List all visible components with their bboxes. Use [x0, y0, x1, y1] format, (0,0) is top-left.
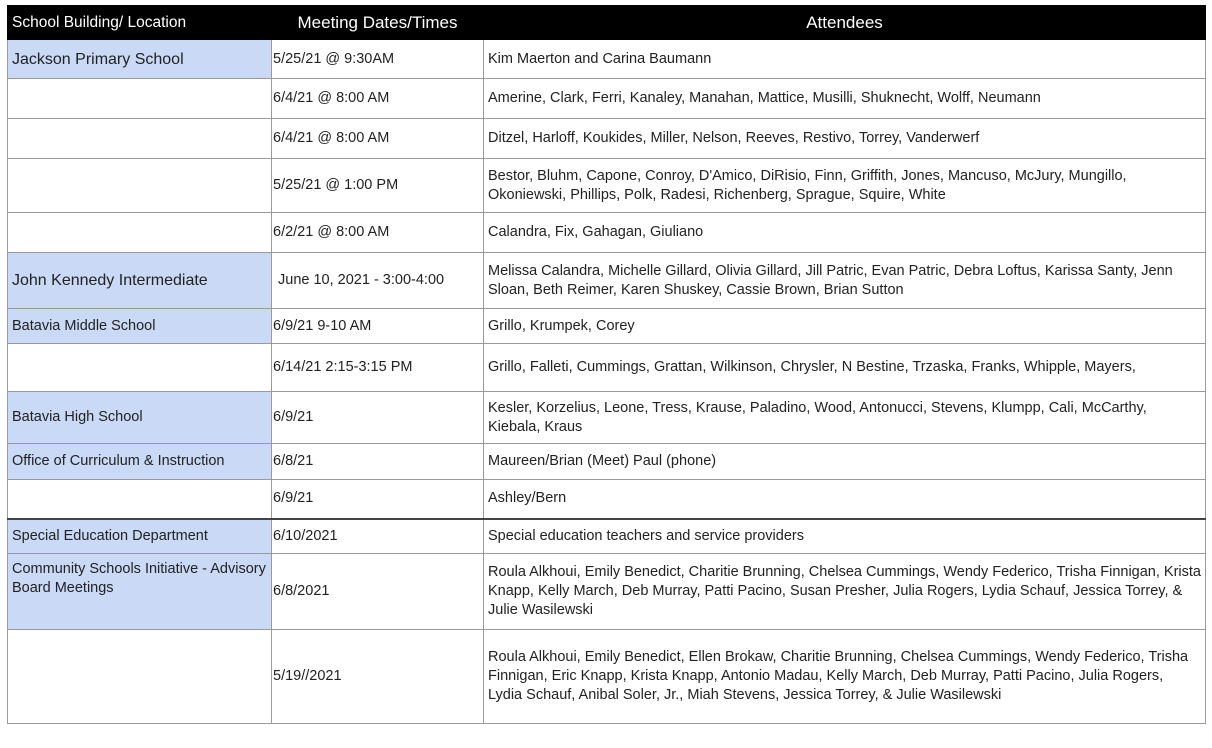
location-cell: Office of Curriculum & Instruction	[8, 444, 272, 480]
attendees-cell: Ditzel, Harloff, Koukides, Miller, Nelson, Reeves, Restivo, Torrey, Vanderwerf	[484, 119, 1206, 159]
table-row	[8, 480, 1206, 519]
table-row	[8, 159, 1206, 213]
meeting-schedule	[7, 5, 1205, 724]
attendees-cell: Roula Alkhoui, Emily Benedict, Ellen Brokaw, Charitie Brunning, Chelsea Cummings, Wendy Federico, Trisha Finnigan, Eric Knapp, Krista Knapp, Antonio Madau, Kelly March, Deb Murray, Patti Pacino, Julia Rogers, Lydia Schauf, Anibal Soler, Jr., Miah Stevens, Jessica Torrey, & Julie Wasilewski	[484, 630, 1206, 724]
dates-header: Meeting Dates/Times	[272, 6, 484, 40]
attendees-cell: Special education teachers and service providers	[484, 519, 1206, 554]
table-row	[8, 344, 1206, 392]
date-cell: 6/9/21 9-10 AM	[272, 309, 484, 344]
location-cell: Batavia Middle School	[8, 309, 272, 344]
table-row	[8, 119, 1206, 159]
date-cell: 6/9/21	[272, 480, 484, 519]
table-row	[8, 392, 1206, 444]
date-cell: 6/2/21 @ 8:00 AM	[272, 213, 484, 253]
date-cell: 5/25/21 @ 9:30AM	[272, 40, 484, 79]
attendees-cell: Kim Maerton and Carina Baumann	[484, 40, 1206, 79]
header-row	[8, 6, 1206, 40]
attendees-cell: Maureen/Brian (Meet) Paul (phone)	[484, 444, 1206, 480]
date-cell: 6/8/2021	[272, 554, 484, 630]
attendees-cell: Calandra, Fix, Gahagan, Giuliano	[484, 213, 1206, 253]
date-cell: 6/8/21	[272, 444, 484, 480]
attendees-cell: Kesler, Korzelius, Leone, Tress, Krause, Paladino, Wood, Antonucci, Stevens, Klumpp, Cali, McCarthy, Kiebala, Kraus	[484, 392, 1206, 444]
location-cell: Batavia High School	[8, 392, 272, 444]
table-row	[8, 213, 1206, 253]
location-cell	[8, 630, 272, 724]
date-cell: 6/4/21 @ 8:00 AM	[272, 119, 484, 159]
table-row	[8, 40, 1206, 79]
location-cell	[8, 480, 272, 519]
date-cell: 6/4/21 @ 8:00 AM	[272, 79, 484, 119]
meetings-table	[7, 5, 1206, 724]
attendees-cell: Ashley/Bern	[484, 480, 1206, 519]
location-cell	[8, 344, 272, 392]
table-row	[8, 519, 1206, 554]
table-row	[8, 309, 1206, 344]
date-cell: 6/14/21 2:15-3:15 PM	[272, 344, 484, 392]
attendees-cell: Grillo, Krumpek, Corey	[484, 309, 1206, 344]
attendees-cell: Grillo, Falleti, Cummings, Grattan, Wilkinson, Chrysler, N Bestine, Trzaska, Franks, Whipple, Mayers,	[484, 344, 1206, 392]
location-cell: John Kennedy Intermediate	[8, 253, 272, 309]
location-cell: Special Education Department	[8, 519, 272, 554]
table-row	[8, 630, 1206, 724]
attendees-cell: Roula Alkhoui, Emily Benedict, Charitie Brunning, Chelsea Cummings, Wendy Federico, Trisha Finnigan, Krista Knapp, Kelly March, Deb Murray, Patti Pacino, Susan Presher, Julia Rogers, Lydia Schauf, Jessica Torrey, & Julie Wasilewski	[484, 554, 1206, 630]
date-cell: 6/10/2021	[272, 519, 484, 554]
table-row	[8, 253, 1206, 309]
attendees-cell: Melissa Calandra, Michelle Gillard, Olivia Gillard, Jill Patric, Evan Patric, Debra Loftus, Karissa Santy, Jenn Sloan, Beth Reimer, Karen Shuskey, Cassie Brown, Brian Sutton	[484, 253, 1206, 309]
date-cell: 5/25/21 @ 1:00 PM	[272, 159, 484, 213]
location-header: School Building/ Location	[8, 6, 272, 40]
location-cell: Community Schools Initiative - Advisory Board Meetings	[8, 554, 272, 630]
table-row	[8, 444, 1206, 480]
location-cell	[8, 213, 272, 253]
location-cell	[8, 119, 272, 159]
attendees-cell: Bestor, Bluhm, Capone, Conroy, D'Amico, DiRisio, Finn, Griffith, Jones, Mancuso, McJury, Mungillo, Okoniewski, Phillips, Polk, Radesi, Richenberg, Sprague, Squire, White	[484, 159, 1206, 213]
table-row	[8, 79, 1206, 119]
attendees-cell: Amerine, Clark, Ferri, Kanaley, Manahan, Mattice, Musilli, Shuknecht, Wolff, Neumann	[484, 79, 1206, 119]
location-cell: Jackson Primary School	[8, 40, 272, 79]
location-cell	[8, 79, 272, 119]
table-row	[8, 554, 1206, 630]
date-cell: June 10, 2021 - 3:00-4:00	[272, 253, 484, 309]
date-cell: 5/19//2021	[272, 630, 484, 724]
date-cell: 6/9/21	[272, 392, 484, 444]
location-cell	[8, 159, 272, 213]
attendees-header: Attendees	[484, 6, 1206, 40]
